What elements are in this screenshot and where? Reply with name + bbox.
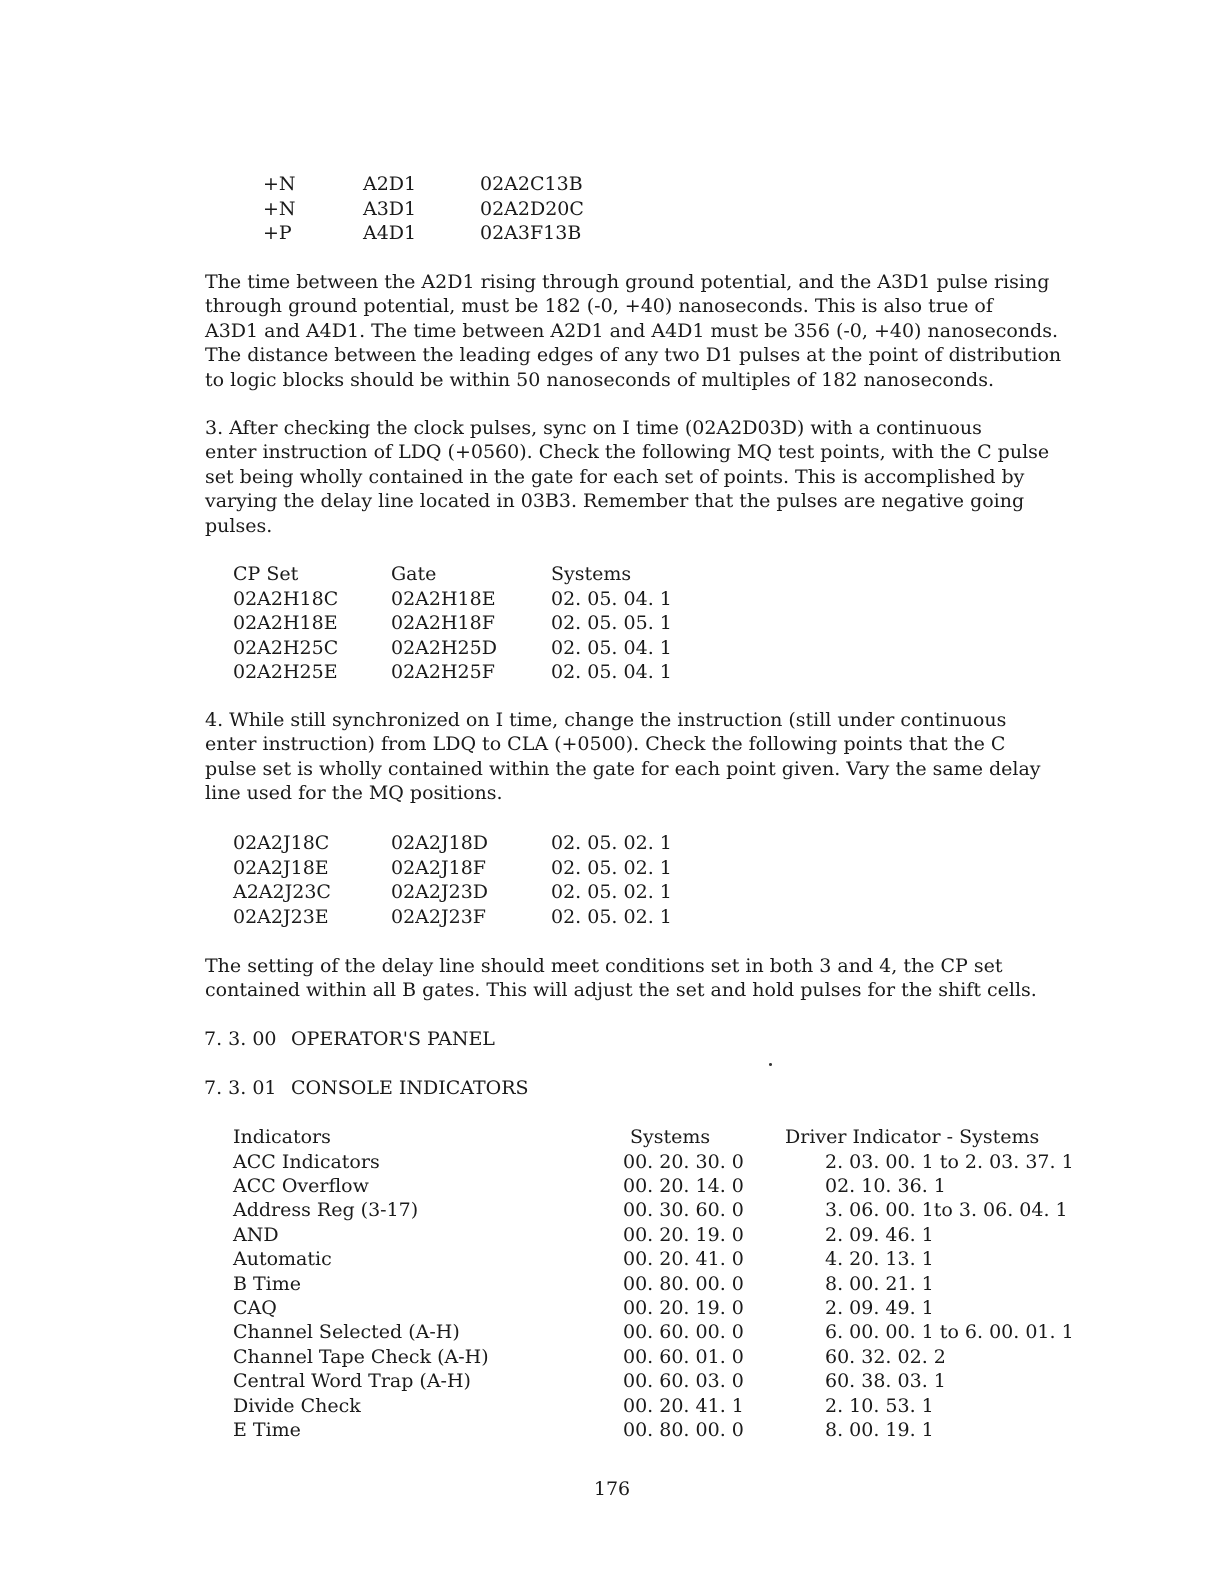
systems-cell: 00. 60. 01. 0 (623, 1345, 744, 1368)
gate-cell: 02A2J23D (391, 881, 489, 903)
section-number: 7. 3. 01 (204, 1077, 277, 1099)
driver-indicator-cell: 4. 20. 13. 1 (825, 1248, 934, 1271)
indicator-name-cell: ACC Indicators (233, 1150, 380, 1173)
systems-cell: 02. 05. 02. 1 (551, 832, 672, 854)
text-line: 4. While still synchronized on I time, change the instruction (still under continuous (205, 709, 1007, 731)
systems-cell: 02. 05. 02. 1 (551, 905, 672, 928)
text-line: The time between the A2D1 rising through ground potential, and the A3D1 pulse rising (205, 271, 1050, 293)
systems-cell: 00. 80. 00. 0 (623, 1272, 744, 1295)
cp-set-cell: 02A2H18E (233, 612, 338, 634)
driver-indicator-cell: 6. 00. 00. 1 to 6. 00. 01. 1 (825, 1321, 1074, 1344)
cp-set-cell: 02A2H18C (233, 587, 339, 610)
indicator-name-cell: Channel Tape Check (A-H) (233, 1345, 489, 1368)
section-heading-operators-panel (204, 1027, 495, 1051)
cp-set-cell: 02A2J18C (233, 832, 330, 854)
pulse-polarity: +P (263, 222, 292, 244)
text-line: contained within all B gates. This will adjust the set and hold pulses for the shift cells. (205, 979, 1037, 1002)
gate-cell: 02A2J23F (391, 905, 486, 928)
test-point: 02A2D20C (480, 197, 584, 220)
pulse-name: A4D1 (363, 222, 417, 244)
indicator-name-cell: Divide Check (233, 1394, 361, 1417)
text-line: The setting of the delay line should meet conditions set in both 3 and 4, the CP set (205, 955, 1003, 977)
column-header-systems: Systems (551, 563, 632, 585)
text-line: pulse set is wholly contained within the gate for each point given. Vary the same delay (205, 757, 1041, 780)
page-number: 176 (593, 1478, 631, 1500)
systems-cell: 02. 05. 04. 1 (551, 661, 672, 683)
driver-indicator-cell: 60. 32. 02. 2 (825, 1345, 946, 1368)
text-line: enter instruction of LDQ (+0560). Check the following MQ test points, with the C pulse (205, 441, 1050, 464)
systems-cell: 02. 05. 04. 1 (551, 636, 672, 659)
step-4-paragraph (205, 708, 1075, 806)
column-header-gate: Gate (391, 563, 437, 585)
text-line: varying the delay line located in 03B3. Remember that the pulses are negative going (205, 490, 1025, 513)
text-line: pulses. (205, 514, 273, 537)
systems-cell: 02. 05. 05. 1 (551, 612, 672, 634)
systems-cell: 00. 20. 41. 1 (623, 1394, 744, 1417)
driver-indicator-cell: 02. 10. 36. 1 (825, 1174, 946, 1197)
timing-paragraph (205, 270, 1075, 392)
column-header-systems: Systems (630, 1126, 711, 1148)
section-title: OPERATOR'S PANEL (291, 1028, 495, 1050)
systems-cell: 00. 20. 19. 0 (623, 1223, 744, 1246)
driver-indicator-cell: 60. 38. 03. 1 (825, 1370, 946, 1393)
stray-mark (769, 1063, 772, 1066)
test-point: 02A3F13B (480, 222, 582, 244)
section-title: CONSOLE INDICATORS (291, 1077, 529, 1099)
indicator-name-cell: CAQ (233, 1296, 277, 1319)
driver-indicator-cell: 2. 10. 53. 1 (825, 1394, 934, 1417)
systems-cell: 02. 05. 02. 1 (551, 881, 672, 903)
text-line: line used for the MQ positions. (205, 782, 503, 805)
driver-indicator-cell: 2. 09. 46. 1 (825, 1223, 934, 1246)
column-header-indicators: Indicators (233, 1126, 331, 1148)
text-line: 3. After checking the clock pulses, sync on I time (02A2D03D) with a continuous (205, 417, 982, 439)
column-header-driver-indicator: Driver Indicator - Systems (785, 1126, 1040, 1148)
driver-indicator-cell: 3. 06. 00. 1to 3. 06. 04. 1 (825, 1199, 1068, 1222)
indicator-name-cell: Automatic (233, 1248, 332, 1271)
driver-indicator-cell: 2. 03. 00. 1 to 2. 03. 37. 1 (825, 1150, 1074, 1173)
systems-cell: 00. 60. 03. 0 (623, 1370, 744, 1393)
cp-set-cell: A2A2J23C (233, 881, 331, 903)
pulse-name: A3D1 (363, 197, 417, 220)
systems-cell: 00. 80. 00. 0 (623, 1418, 744, 1441)
driver-indicator-cell: 2. 09. 49. 1 (825, 1296, 934, 1319)
column-header-cp-set: CP Set (233, 563, 299, 585)
systems-cell: 00. 20. 41. 0 (623, 1248, 744, 1271)
section-heading-console-indicators (204, 1076, 529, 1100)
text-line: The distance between the leading edges of any two D1 pulses at the point of distribution (205, 344, 1062, 367)
text-line: to logic blocks should be within 50 nanoseconds of multiples of 182 nanoseconds. (205, 368, 994, 391)
systems-cell: 00. 20. 19. 0 (623, 1296, 744, 1319)
indicator-name-cell: B Time (233, 1272, 302, 1295)
test-point: 02A2C13B (480, 173, 583, 195)
step-3-paragraph (205, 416, 1075, 538)
text-line: enter instruction) from LDQ to CLA (+0500). Check the following points that the C (205, 733, 1006, 756)
systems-cell: 00. 20. 30. 0 (623, 1150, 744, 1173)
indicator-name-cell: Central Word Trap (A-H) (233, 1370, 471, 1393)
pulse-name: A2D1 (363, 173, 417, 195)
systems-cell: 02. 05. 04. 1 (551, 587, 672, 610)
delay-line-paragraph (205, 954, 1075, 1003)
indicator-name-cell: Channel Selected (A-H) (233, 1321, 460, 1344)
text-line: through ground potential, must be 182 (-0, +40) nanoseconds. This is also true of (205, 295, 993, 318)
text-line: set being wholly contained in the gate for each set of points. This is accomplished by (205, 465, 1025, 488)
pulse-polarity: +N (263, 173, 296, 195)
indicator-name-cell: ACC Overflow (233, 1174, 369, 1197)
indicator-name-cell: E Time (233, 1418, 301, 1441)
gate-cell: 02A2H18F (391, 612, 495, 634)
cp-set-cell: 02A2H25E (233, 661, 338, 683)
gate-cell: 02A2H25F (391, 661, 495, 683)
gate-cell: 02A2H18E (391, 587, 496, 610)
systems-cell: 00. 30. 60. 0 (623, 1199, 744, 1222)
cp-set-cell: 02A2J23E (233, 905, 329, 928)
systems-cell: 00. 60. 00. 0 (623, 1321, 744, 1344)
gate-cell: 02A2H25D (391, 636, 497, 659)
driver-indicator-cell: 8. 00. 21. 1 (825, 1272, 934, 1295)
indicator-name-cell: AND (233, 1223, 279, 1246)
gate-cell: 02A2J18F (391, 856, 486, 879)
indicator-name-cell: Address Reg (3-17) (233, 1199, 419, 1222)
text-line: A3D1 and A4D1. The time between A2D1 and A4D1 must be 356 (-0, +40) nanoseconds. (205, 319, 1059, 342)
systems-cell: 02. 05. 02. 1 (551, 856, 672, 879)
systems-cell: 00. 20. 14. 0 (623, 1174, 744, 1197)
section-number: 7. 3. 00 (204, 1028, 277, 1050)
cp-set-cell: 02A2H25C (233, 636, 339, 659)
pulse-polarity: +N (263, 197, 296, 220)
driver-indicator-cell: 8. 00. 19. 1 (825, 1418, 934, 1441)
cp-set-cell: 02A2J18E (233, 856, 329, 879)
gate-cell: 02A2J18D (391, 832, 489, 854)
